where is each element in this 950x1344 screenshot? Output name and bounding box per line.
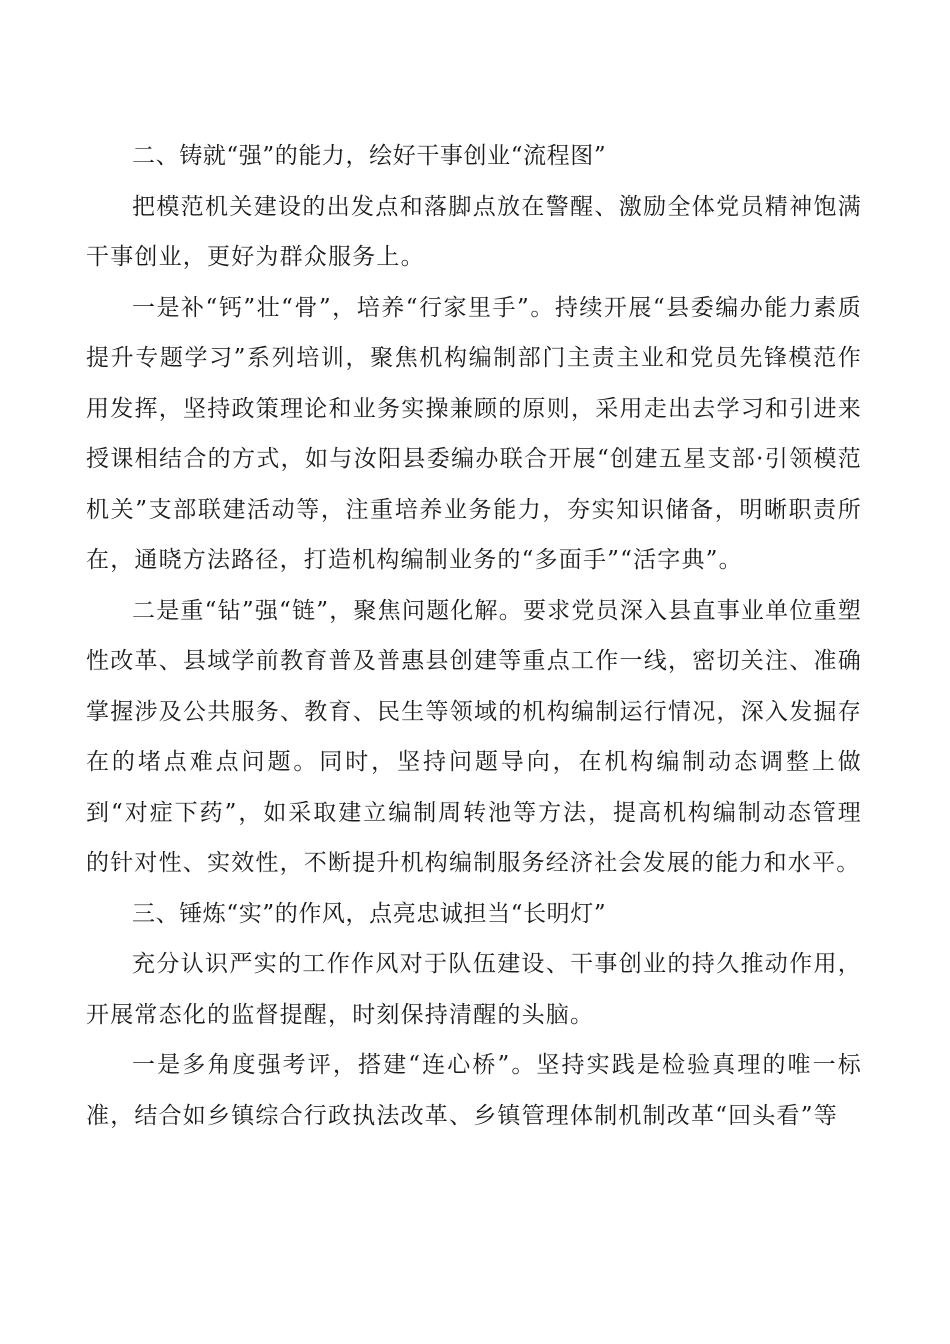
body-paragraph: 一是多角度强考评，搭建“连心桥”。坚持实践是检验真理的唯一标准，结合如乡镇综合行政执法改革、乡镇管理体制机制改革“回头看”等 (86, 1052, 862, 1129)
document-body (86, 131, 862, 1141)
section-heading-3: 三、锤炼“实”的作风，点亮忠诚担当“长明灯” (132, 900, 607, 927)
section-heading-2: 二、铸就“强”的能力，绘好干事创业“流程图” (132, 143, 607, 169)
body-paragraph: 把模范机关建设的出发点和落脚点放在警醒、激励全体党员精神饱满干事创业，更好为群众服务上。 (86, 193, 862, 270)
body-paragraph: 充分认识严实的工作作风对于队伍建设、干事创业的持久推动作用，开展常态化的监督提醒，时刻保持清醒的头脑。 (86, 951, 862, 1028)
body-paragraph: 一是补“钙”壮“骨”，培养“行家里手”。持续开展“县委编办能力素质提升专题学习”系列培训，聚焦机构编制部门主责主业和党员先锋模范作用发挥，坚持政策理论和业务实操兼顾的原则，采用走出去学习和引进来授课相结合的方式，如与汝阳县委编办联合开展“创建五星支部·引领模范机关”支部联建活动等，注重培养业务能力，夯实知识储备，明晰职责所在，通晓方法路径，打造机构编制业务的“多面手”“活字典”。 (86, 294, 862, 573)
body-paragraph: 二是重“钻”强“链”，聚焦问题化解。要求党员深入县直事业单位重塑性改革、县域学前教育普及普惠县创建等重点工作一线，密切关注、准确掌握涉及公共服务、教育、民生等领域的机构编制运行情况，深入发掘存在的堵点难点问题。同时，坚持问题导向，在机构编制动态调整上做到“对症下药”，如采取建立编制周转池等方法，提高机构编制动态管理的针对性、实效性，不断提升机构编制服务经济社会发展的能力和水平。 (86, 597, 862, 876)
